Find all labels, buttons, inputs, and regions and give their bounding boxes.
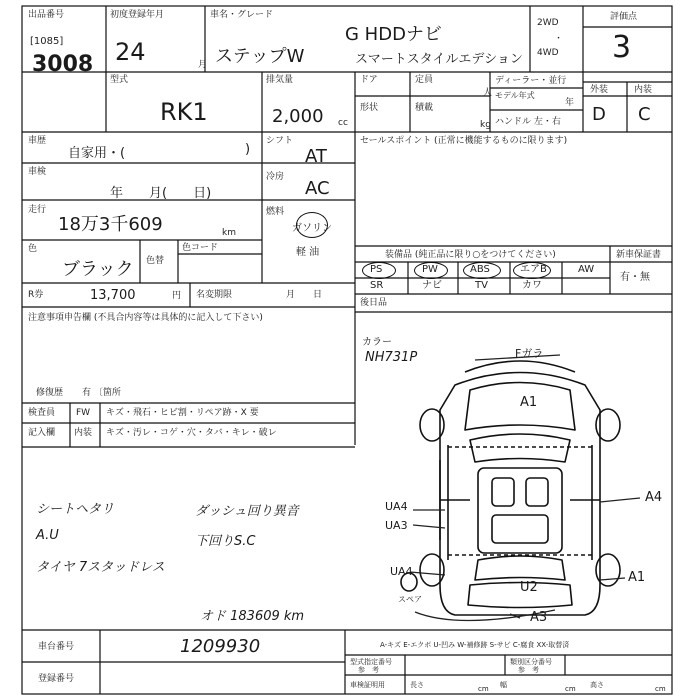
cc-unit: cc xyxy=(338,118,348,128)
repair-value: 有 〔箇所 xyxy=(82,388,121,398)
equipment-label: 装備品 (純正品に限り○をつけてください) xyxy=(385,250,556,260)
shift-label: シフト xyxy=(266,136,294,146)
recycle-value: 13,700 xyxy=(90,288,136,303)
equipment-navi: ナビ xyxy=(422,280,442,291)
registration-label: 登録番号 xyxy=(38,674,75,684)
recycle-label: R券 xyxy=(28,290,44,300)
damage-front: A1 xyxy=(520,395,538,410)
exterior-label: 外装 xyxy=(590,85,609,95)
width-unit: cm xyxy=(565,685,576,693)
model-label: 型式 xyxy=(110,75,129,85)
reg-cert-label: 車検証明用 xyxy=(350,681,385,689)
drive-4wd: 4WD xyxy=(537,48,559,58)
width-label: 幅 xyxy=(500,681,507,689)
class-label: 類別区分番号 xyxy=(510,658,552,666)
type-cert-label: 型式指定番号 xyxy=(350,658,392,666)
ac-label: 冷房 xyxy=(266,172,285,182)
name-change-label: 名変期限 xyxy=(196,290,233,300)
front-glass-note: Fガラ xyxy=(515,347,544,360)
km-unit: km xyxy=(222,228,236,238)
grade-line-1: G HDDナビ xyxy=(345,24,442,45)
damage-right-2: A1 xyxy=(628,570,646,585)
color-code-label: 色コード xyxy=(182,243,219,253)
interior-items: キズ・汚レ・コゲ・穴・タバ・キレ・破レ xyxy=(106,428,277,438)
equipment-leather: カワ xyxy=(522,280,542,291)
model-value: RK1 xyxy=(160,98,208,126)
year-unit: 年 xyxy=(565,98,575,108)
color-change-label: 色替 xyxy=(146,256,165,266)
pw-circle-mark xyxy=(414,262,448,279)
airbag-circle-mark xyxy=(513,262,551,279)
fuel-circle-mark xyxy=(296,212,328,238)
color-label: 色 xyxy=(28,244,38,254)
damage-left-3: UA4 xyxy=(390,565,413,578)
notes-label: 注意事項申告欄 (不具合内容等は具体的に記入して下さい) xyxy=(28,313,263,323)
drive-separator: ・ xyxy=(554,34,564,44)
shape-label: 形状 xyxy=(360,103,379,113)
length-unit: cm xyxy=(478,685,489,693)
interior-label: 内装 xyxy=(634,85,653,95)
warranty-label: 新車保証書 xyxy=(616,250,662,260)
mileage-label: 走行 xyxy=(28,205,47,215)
chassis-label: 車台番号 xyxy=(38,642,75,652)
load-label: 積載 xyxy=(415,103,434,113)
damage-left-1: UA4 xyxy=(385,500,408,513)
rating-value: 3 xyxy=(612,30,632,65)
fw-label: FW xyxy=(76,408,91,418)
color-value: ブラック xyxy=(62,259,134,280)
height-label: 高さ xyxy=(590,681,604,689)
dealer-label: ディーラー・並行 xyxy=(495,76,567,86)
note-dash-noise: ダッシュ回り異音 xyxy=(195,504,299,519)
shaken-value: 年 月( 日) xyxy=(110,186,212,201)
ac-value: AC xyxy=(305,178,330,199)
handle-label: ハンドル 左・右 xyxy=(495,117,561,127)
entry-label: 記入欄 xyxy=(28,428,56,438)
drive-2wd: 2WD xyxy=(537,18,559,28)
lot-prefix: [1085] xyxy=(30,36,64,47)
history-close: ) xyxy=(245,142,251,157)
equipment-airbag: エアB xyxy=(520,264,547,275)
fuel-gasoline: ガソリン xyxy=(292,223,332,234)
equipment-tv: TV xyxy=(475,280,488,291)
color-note-label: カラー xyxy=(362,337,392,348)
spare-label: スペア xyxy=(398,595,422,604)
note-seat: シートヘタリ xyxy=(36,502,115,517)
car-name: ステップW xyxy=(215,46,305,67)
later-items-label: 後日品 xyxy=(360,298,388,308)
reference-label-1: 参 考 xyxy=(358,666,379,674)
fuel-label: 燃料 xyxy=(266,207,285,217)
first-registration-year: 24 xyxy=(115,38,146,66)
warranty-value: 有・無 xyxy=(620,272,650,283)
history-value: 自家用・( xyxy=(68,146,126,161)
note-tire: タイヤ 7スタッドレス xyxy=(36,560,165,575)
car-name-grade-label: 車名・グレード xyxy=(210,10,274,20)
lot-number: 3008 xyxy=(32,52,94,77)
month-unit: 月 xyxy=(198,60,208,70)
equipment-abs: ABS xyxy=(470,264,490,275)
fw-items: キズ・飛石・ヒビ割・リペア跡・X 要 xyxy=(106,408,259,418)
inspector-label: 検査員 xyxy=(28,408,56,418)
damage-left-2: UA3 xyxy=(385,519,408,532)
displacement-label: 排気量 xyxy=(266,75,294,85)
damage-rear-1: U2 xyxy=(520,580,538,595)
inspection-interior-label: 内装 xyxy=(74,428,93,438)
history-label: 車歴 xyxy=(28,136,47,146)
exterior-grade: D xyxy=(592,104,606,125)
equipment-ps: PS xyxy=(370,264,383,275)
repair-label: 修復歴 xyxy=(36,388,64,398)
equipment-sr: SR xyxy=(370,280,384,291)
damage-legend: A-キズ E-エクボ U-凹み W-補修跡 S-サビ C-腐食 XX-取替済 xyxy=(380,641,570,649)
rating-label: 評価点 xyxy=(610,12,638,22)
equipment-aw: AW xyxy=(578,264,595,275)
model-year-label: モデル年式 xyxy=(495,91,535,100)
note-au: A.U xyxy=(36,528,59,543)
chassis-value: 1209930 xyxy=(180,636,261,657)
note-odometer: オド 183609 km xyxy=(200,609,305,624)
ps-circle-mark xyxy=(362,262,396,279)
first-registration-label: 初度登録年月 xyxy=(110,10,165,20)
capacity-label: 定員 xyxy=(415,75,434,85)
sales-point-label: セールスポイント (正常に機能するものに限ります) xyxy=(360,136,568,146)
length-label: 長さ xyxy=(410,681,424,689)
name-change-value: 月 日 xyxy=(286,290,323,300)
lot-number-label: 出品番号 xyxy=(28,10,65,20)
mileage-value: 18万3千609 xyxy=(58,214,163,235)
yen-unit: 円 xyxy=(172,291,182,301)
displacement-value: 2,000 xyxy=(272,106,324,127)
fuel-diesel: 軽 油 xyxy=(296,247,320,258)
reference-label-2: 参 考 xyxy=(518,666,539,674)
equipment-pw: PW xyxy=(422,264,438,275)
abs-circle-mark xyxy=(463,262,501,279)
height-unit: cm xyxy=(655,685,666,693)
shift-value: AT xyxy=(305,146,327,167)
note-undercarriage: 下回りS.C xyxy=(195,534,256,549)
damage-right-1: A4 xyxy=(645,490,663,505)
door-label: ドア xyxy=(360,75,378,85)
grade-line-2: スマートスタイルエデション xyxy=(355,52,523,67)
damage-rear-2: A3 xyxy=(530,610,548,625)
shaken-label: 車検 xyxy=(28,167,47,177)
person-unit: 人 xyxy=(483,88,493,98)
color-code-note: NH731P xyxy=(365,350,418,365)
kg-unit: kg xyxy=(480,120,491,130)
interior-grade: C xyxy=(638,104,651,125)
